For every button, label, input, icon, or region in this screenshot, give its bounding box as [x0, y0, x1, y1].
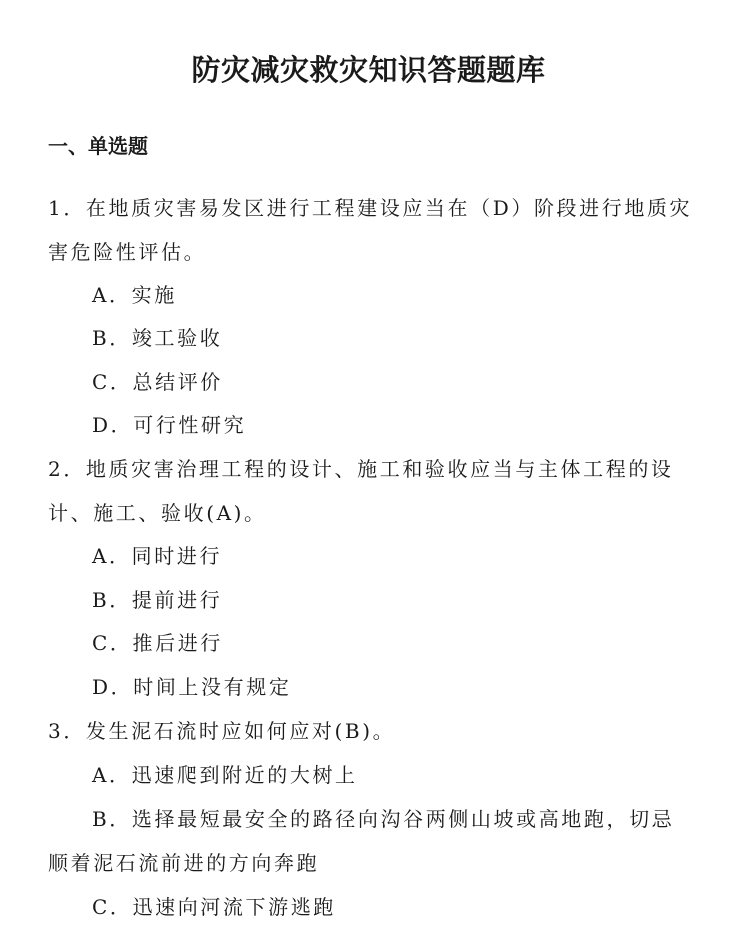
question-1-stem-line-1: 1．在地质灾害易发区进行工程建设应当在（D）阶段进行地质灾 — [48, 196, 693, 220]
question-1-option-c: C．总结评价 — [92, 370, 223, 394]
question-1-stem-line-2: 害危险性评估。 — [48, 240, 207, 264]
question-1-option-d: D．可行性研究 — [92, 413, 247, 437]
question-2-stem-line-1: 2．地质灾害治理工程的设计、施工和验收应当与主体工程的设 — [48, 457, 674, 481]
question-3-option-b: B．选择最短最安全的路径向沟谷两侧山坡或高地跑，切忌 — [92, 807, 675, 831]
question-3-option-b-continuation: 顺着泥石流前进的方向奔跑 — [48, 851, 320, 875]
question-2-option-a: A．同时进行 — [92, 544, 223, 568]
question-2-stem-line-2: 计、施工、验收(A)。 — [48, 501, 267, 525]
question-2-option-d: D．时间上没有规定 — [92, 675, 292, 699]
question-2-option-b: B．提前进行 — [92, 588, 223, 612]
question-2-option-c: C．推后进行 — [92, 631, 223, 655]
section-heading: 一、单选题 — [48, 134, 148, 158]
question-3-option-c: C．迅速向河流下游逃跑 — [92, 895, 336, 919]
question-1-option-b: B．竣工验收 — [92, 326, 223, 350]
question-3-option-a: A．迅速爬到附近的大树上 — [92, 763, 358, 787]
question-1-option-a: A．实施 — [92, 283, 177, 307]
question-3-stem: 3．发生泥石流时应如何应对(B)。 — [48, 719, 396, 743]
document-title: 防灾减灾救灾知识答题题库 — [191, 53, 546, 87]
